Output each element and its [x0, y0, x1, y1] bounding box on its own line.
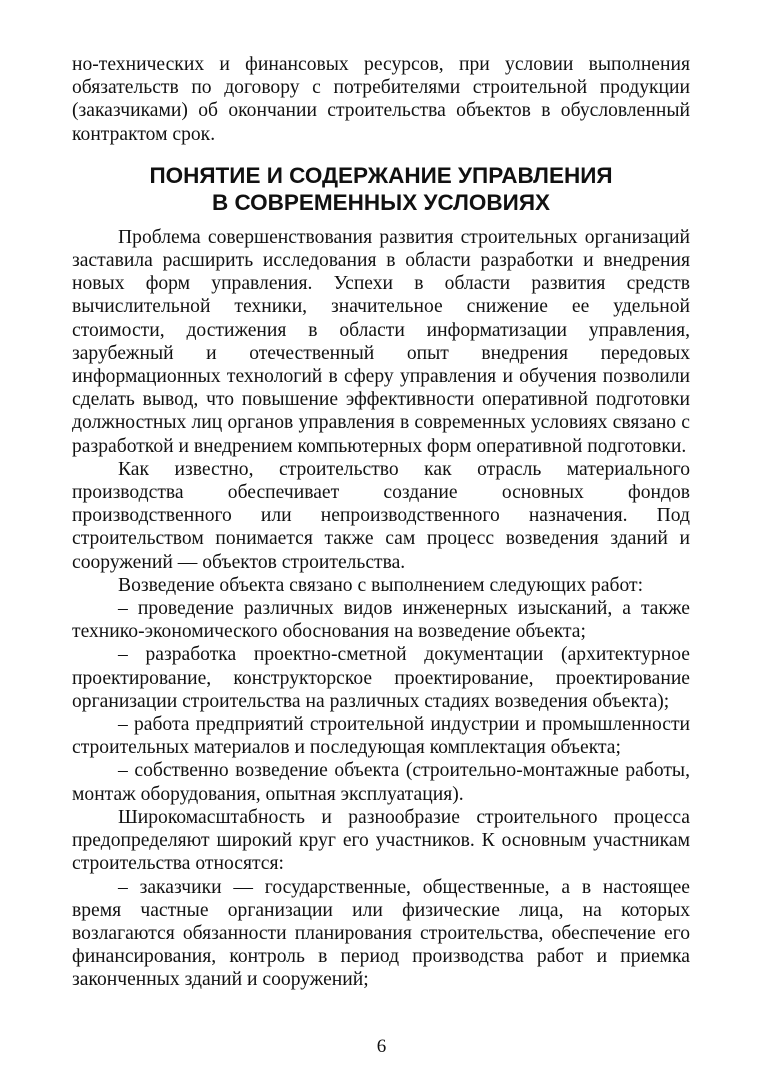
- page-number: 6: [376, 1036, 387, 1057]
- list-item-erection: – собственно возведение объекта (строительно-монтажные работы, монтаж оборудования, опытная эксплуатация).: [72, 760, 690, 805]
- paragraph-construction-definition: Как известно, строительство как отрасль материального производства обеспечивает создание основных фондов производственного или непроизводственного назначения. Под строительством понимается также сам процесс возведения зданий и сооружений — объектов строительства.: [72, 458, 690, 573]
- intro-paragraph: но-технических и финансовых ресурсов, при условии выполнения обязательств по договору с потребителями строительной продукции (заказчиками) об окончании строительства объектов в обусловленный контрактом срок.: [72, 54, 690, 145]
- list-item-customers: – заказчики — государственные, общественные, а в настоящее время частные организации или физические лица, на которых возлагаются обязанности планирования строительства, обеспечение его финансирования, контроль в период производства работ и приемка законченных зданий и сооружений;: [72, 876, 690, 991]
- list-item-surveys: – проведение различных видов инженерных изысканий, а также технико-экономического обоснования на возведение объекта;: [72, 598, 690, 643]
- list-item-documentation: – разработка проектно-сметной документации (архитектурное проектирование, конструкторское проектирование, проектирование организации строительства на различных стадиях возведения объекта);: [72, 644, 690, 712]
- paragraph-problem: Проблема совершенствования развития строительных организаций заставила расширить исследования в области разработки и внедрения новых форм управления. Успехи в области развития средств вычислительной техники, значительное снижение ее удельной стоимости, достижения в области информатизации управления, зарубежный и отечественный опыт внедрения передовых информационных технологий в сферу управления и обучения позволили сделать вывод, что повышение эффективности оперативной подготовки должностных лиц органов управления в современных условиях связано с разработкой и внедрением компьютерных форм оперативной подготовки.: [72, 226, 690, 457]
- page-content: [72, 53, 690, 992]
- section-heading-line-1: ПОНЯТИЕ И СОДЕРЖАНИЕ УПРАВЛЕНИЯ: [149, 162, 613, 188]
- section-heading-line-2: В СОВРЕМЕННЫХ УСЛОВИЯХ: [211, 189, 551, 215]
- paragraph-works-intro: Возведение объекта связано с выполнением следующих работ:: [118, 574, 644, 596]
- section-heading: [72, 162, 690, 216]
- list-item-industry: – работа предприятий строительной индустрии и промышленности строительных материалов и последующая комплектация объекта;: [72, 714, 690, 759]
- paragraph-participants: Широкомасштабность и разнообразие строительного процесса предопределяют широкий круг его участников. К основным участникам строительства относятся:: [72, 806, 690, 875]
